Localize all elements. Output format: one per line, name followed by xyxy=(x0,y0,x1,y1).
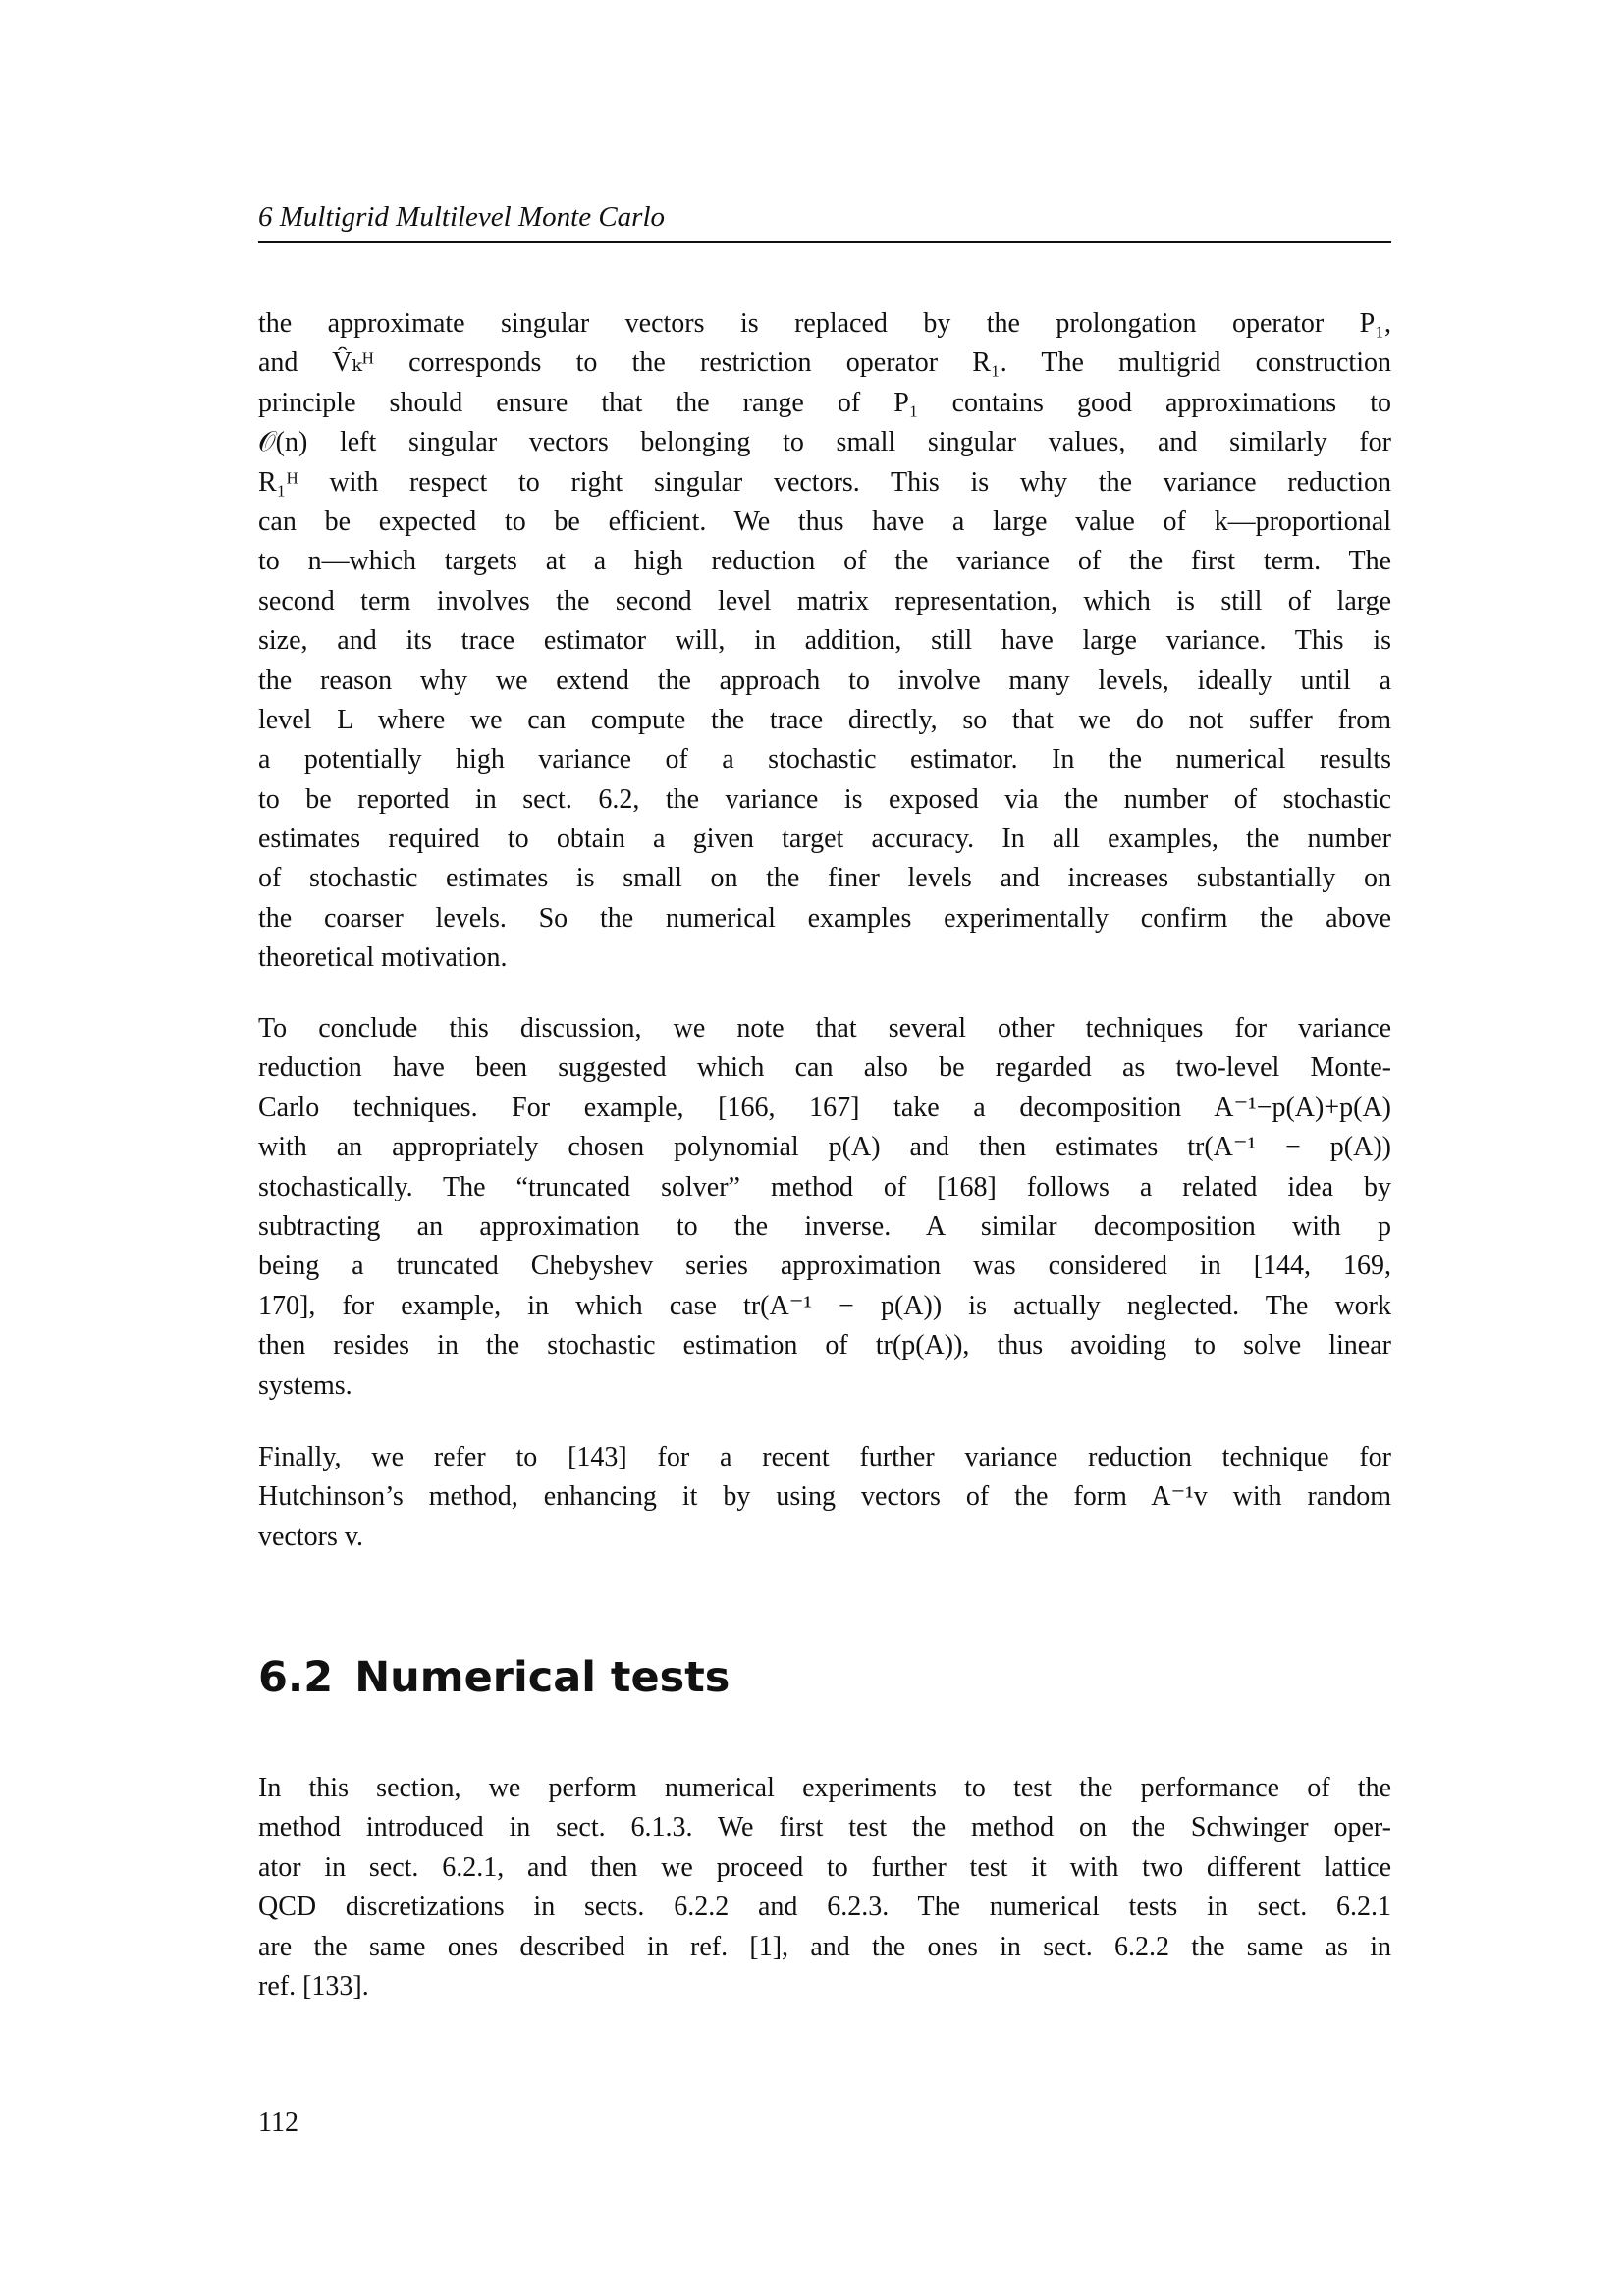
text-line: ref. [133]. xyxy=(258,1970,369,2002)
text-line: size, and its trace estimator will, in addition, still have large variance. This is xyxy=(258,625,1391,657)
text-line: to n—which targets at a high reduction of the variance of the first term. The xyxy=(258,546,1391,577)
page-number: 112 xyxy=(258,2108,298,2138)
text-line: of stochastic estimates is small on the finer levels and increases substantially on xyxy=(258,863,1391,894)
text-line: level L where we can compute the trace directly, so that we do not suffer from xyxy=(258,704,1391,735)
text-line: principle should ensure that the range of P₁ contains good approximations to xyxy=(258,387,1391,418)
text-line: To conclude this discussion, we note that several other techniques for variance xyxy=(258,1013,1391,1043)
text-line: with an appropriately chosen polynomial p(A) and then estimates tr(A⁻¹ − p(A)) xyxy=(258,1132,1391,1163)
text-line: Finally, we refer to [143] for a recent further variance reduction technique for xyxy=(258,1442,1391,1472)
text-line: 170], for example, in which case tr(A⁻¹ − p(A)) is actually neglected. The work xyxy=(258,1290,1391,1321)
text-line: and V̂ₖᴴ corresponds to the restriction operator R₁. The multigrid construction xyxy=(258,347,1391,379)
text-line: to be reported in sect. 6.2, the variance is exposed via the number of stochastic xyxy=(258,783,1391,815)
text-line: ator in sect. 6.2.1, and then we proceed to further test it with two different lattice xyxy=(258,1851,1391,1883)
text-line: systems. xyxy=(258,1369,352,1401)
text-line: reduction have been suggested which can also be regarded as two-level Monte- xyxy=(258,1052,1391,1084)
paragraph-two-level-techniques xyxy=(258,1009,1391,1406)
text-line: vectors v. xyxy=(258,1521,364,1552)
text-line: a potentially high variance of a stochastic estimator. In the numerical results xyxy=(258,744,1391,775)
section-heading xyxy=(258,1653,730,1702)
text-line: then resides in the stochastic estimation of tr(p(A)), thus avoiding to solve linear xyxy=(258,1330,1391,1362)
paragraph-section-intro xyxy=(258,1769,1391,2006)
text-line: estimates required to obtain a given target accuracy. In all examples, the number xyxy=(258,824,1391,855)
section-number: 6.2 xyxy=(258,1653,334,1702)
text-line: theoretical motivation. xyxy=(258,942,508,974)
text-line: second term involves the second level matrix representation, which is still of large xyxy=(258,585,1391,616)
paragraph-variance-motivation xyxy=(258,304,1391,979)
section-title: Numerical tests xyxy=(354,1653,731,1702)
text-line: can be expected to be efficient. We thus have a large value of k—proportional xyxy=(258,506,1391,537)
text-line: Carlo techniques. For example, [166, 167] take a decomposition A⁻¹−p(A)+p(A) xyxy=(258,1092,1391,1123)
text-line: the reason why we extend the approach to involve many levels, ideally until a xyxy=(258,665,1391,696)
text-line: R₁ᴴ with respect to right singular vectors. This is why the variance reduction xyxy=(258,466,1391,498)
paragraph-hutchinson xyxy=(258,1438,1391,1557)
text-line: In this section, we perform numerical experiments to test the performance of the xyxy=(258,1773,1391,1803)
text-line: Hutchinson’s method, enhancing it by using vectors of the form A⁻¹v with random xyxy=(258,1481,1391,1513)
text-line: being a truncated Chebyshev series approximation was considered in [144, 169, xyxy=(258,1251,1391,1282)
text-line: 𝒪(n) left singular vectors belonging to small singular values, and similarly for xyxy=(258,427,1391,458)
text-line: the coarser levels. So the numerical examples experimentally confirm the above xyxy=(258,902,1391,934)
text-line: QCD discretizations in sects. 6.2.2 and 6.2.3. The numerical tests in sect. 6.2.1 xyxy=(258,1892,1391,1923)
text-line: are the same ones described in ref. [1], and the ones in sect. 6.2.2 the same as in xyxy=(258,1931,1391,1962)
text-line: the approximate singular vectors is replaced by the prolongation operator P₁, xyxy=(258,308,1391,339)
text-line: subtracting an approximation to the inverse. A similar decomposition with p xyxy=(258,1210,1391,1242)
header-rule xyxy=(258,241,1391,243)
running-header: 6 Multigrid Multilevel Monte Carlo xyxy=(258,201,666,233)
text-line: method introduced in sect. 6.1.3. We first test the method on the Schwinger oper- xyxy=(258,1812,1391,1843)
text-line: stochastically. The “truncated solver” method of [168] follows a related idea by xyxy=(258,1171,1391,1202)
